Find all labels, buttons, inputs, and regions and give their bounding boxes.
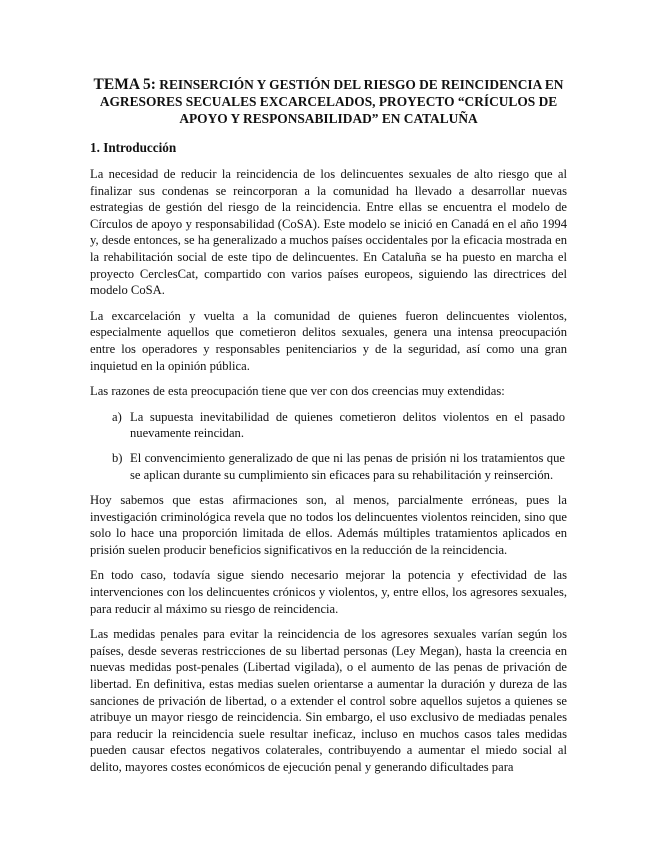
paragraph-6: Las medidas penales para evitar la reincidencia de los agresores sexuales varían según los países, desde severas restricciones de su libertad personas (Ley Megan), hasta la creencia en nuevas medidas post-penales (Libertad vigilada), o el aumento de las penas de privación de libertad. En definitiva, estas medias suelen orientarse a aumentar la duración y dureza de las sanciones de privación de libertad, o a extender el control sobre aquellos sujetos a quienes se atribuye un mayor riesgo de reincidencia. Sin embargo, el uso exclusivo de mediadas penales para reducir la reincidencia suele resultar ineficaz, incluso en muchos casos tales medidas pueden causar efectos negativos colaterales, contribuyendo a aumentar el miedo social al delito, mayores costes económicos de ejecución penal y generando dificultades para [90, 627, 567, 774]
paragraph-4: Hoy sabemos que estas afirmaciones son, al menos, parcialmente erróneas, pues la investigación criminológica revela que no todos los delincuentes violentos reinciden, sino que solo lo hace una proporción limitada de ellos. Además múltiples tratamientos aplicados en prisión suelen producir beneficios significativos en la reducción de la reincidencia. [90, 493, 567, 557]
document-title [90, 76, 567, 127]
list-item-text: La supuesta inevitabilidad de quienes cometieron delitos violentos en el pasado nuevamente reincidan. [130, 409, 565, 441]
paragraph-5: En todo caso, todavía sigue siendo necesario mejorar la potencia y efectividad de las intervenciones con los delincuentes crónicos y violentos, y, entre ellos, los agresores sexuales, para reducir al máximo su riesgo de reincidencia. [90, 568, 567, 616]
list-marker: a) [112, 409, 122, 424]
section-heading: 1. Introducción [90, 140, 177, 155]
title-prefix: TEMA 5: [93, 76, 156, 93]
list-item [90, 450, 567, 483]
list-item [90, 409, 567, 442]
paragraph-2: La excarcelación y vuelta a la comunidad de quienes fueron delincuentes violentos, especialmente aquellos que cometieron delitos sexuales, genera una intensa preocupación entre los operadores y responsables penitenciarios y de la seguridad, así como una gran inquietud en la opinión pública. [90, 308, 567, 373]
paragraph-3: Las razones de esta preocupación tiene que ver con dos creencias muy extendidas: [90, 384, 505, 399]
belief-list [90, 409, 567, 483]
title-text: REINSERCIÓN Y GESTIÓN DEL RIESGO DE REINCIDENCIA EN AGRESORES SECUALES EXCARCELADOS, PROYECTO “CRÍCULOS DE APOYO Y RESPONSABILIDAD” EN CATALUÑA [99, 77, 564, 126]
list-item-text: El convencimiento generalizado de que ni las penas de prisión ni los tratamientos que se aplican durante su cumplimiento sin eficaces para su rehabilitación y reinserción. [130, 450, 565, 482]
paragraph-1: La necesidad de reducir la reincidencia de los delincuentes sexuales de alto riesgo que al finalizar sus condenas se reincorporan a la comunidad ha llevado a desarrollar nuevas estrategias de gestión del riesgo de la reincidencia. Entre ellas se encuentra el modelo de Círculos de apoyo y responsabilidad (CoSA). Este modelo se inició en Canadá en el año 1994 y, desde entonces, se ha generalizado a muchos países occidentales por la eficacia mostrada en la rehabilitación social de este tipo de delincuentes. En Cataluña se ha puesto en marcha el proyecto CerclesCat, compartido con varios países europeos, siguiendo las directrices del modelo CoSA. [90, 167, 567, 298]
list-marker: b) [112, 450, 123, 465]
